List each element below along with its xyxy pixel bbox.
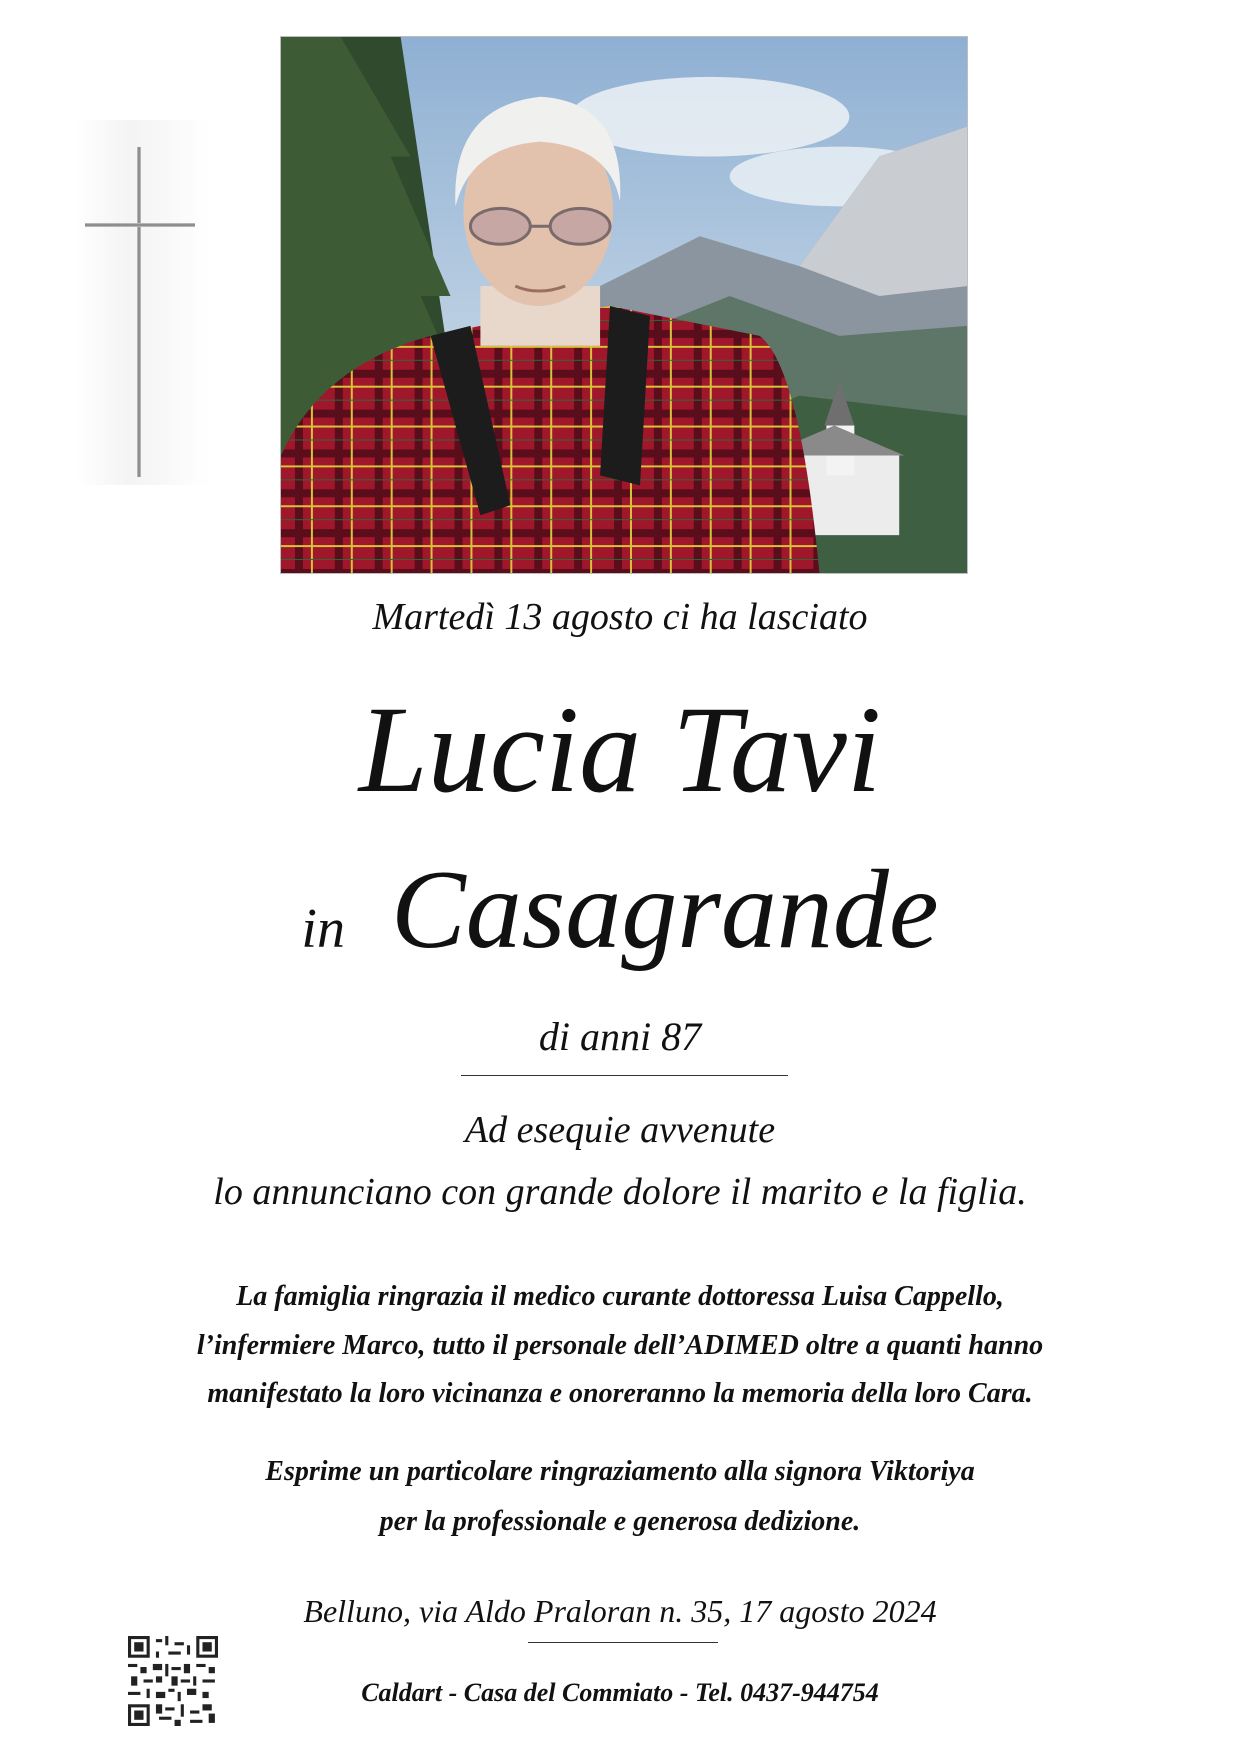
place-date: Belluno, via Aldo Praloran n. 35, 17 agosto 2024 xyxy=(303,1593,937,1629)
married-name-line xyxy=(0,845,1240,1008)
cross-icon xyxy=(137,147,141,477)
cross-icon-bar xyxy=(85,223,195,227)
age-line: di anni 87 xyxy=(538,1014,702,1059)
cross-panel xyxy=(75,120,210,485)
funeral-home-footer: Caldart - Casa del Commiato - Tel. 0437-944754 xyxy=(361,1678,879,1707)
announcement-line-2: lo annunciano con grande dolore il marito e la figlia. xyxy=(213,1171,1027,1213)
thanks-line-1: La famiglia ringrazia il medico curante dottoressa Luisa Cappello, xyxy=(236,1281,1004,1312)
portrait-photo xyxy=(280,36,968,574)
intro-line: Martedì 13 agosto ci ha lasciato xyxy=(372,596,868,638)
thanks-line-2: l’infermiere Marco, tutto il personale dell’ADIMED oltre a quanti hanno xyxy=(196,1330,1044,1361)
special-thanks-line-1: Esprime un particolare ringraziamento alla signora Viktoriya xyxy=(265,1456,975,1487)
divider xyxy=(528,1642,718,1643)
thanks-line-3: manifestato la loro vicinanza e onoreranno la memoria della loro Cara. xyxy=(207,1378,1033,1409)
announcement-line-1: Ad esequie avvenute xyxy=(464,1109,776,1151)
in-word: in xyxy=(301,898,345,960)
married-name: Casagrande xyxy=(390,848,939,972)
deceased-name: Lucia Tavi xyxy=(358,681,882,818)
divider xyxy=(461,1075,788,1076)
special-thanks-line-2: per la professionale e generosa dedizione. xyxy=(379,1506,861,1537)
